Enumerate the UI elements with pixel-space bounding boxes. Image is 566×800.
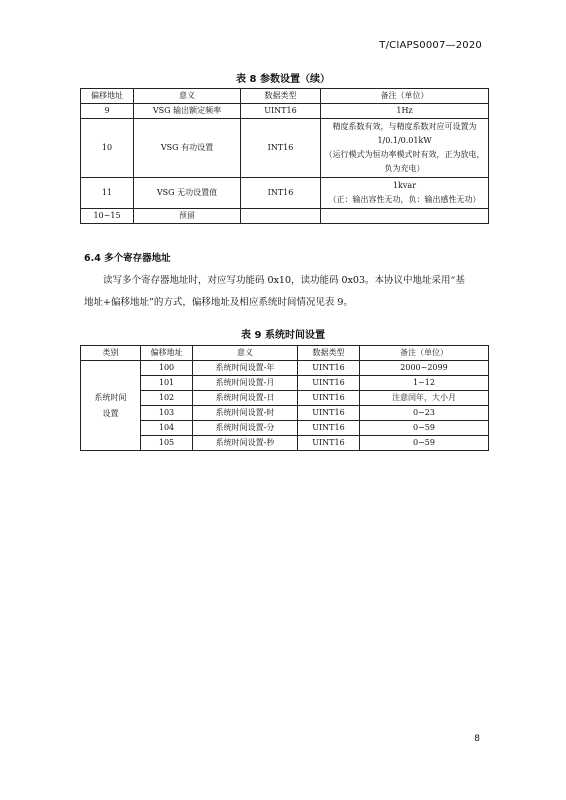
table8-cell-meaning: VSG 输出额定频率 bbox=[134, 104, 241, 119]
table9-header-row bbox=[81, 346, 489, 361]
table8-cell-type: INT16 bbox=[241, 119, 321, 178]
table-row bbox=[81, 104, 489, 119]
table9-cell-meaning: 系统时间设置-时 bbox=[193, 406, 298, 421]
table9-cell-offset: 104 bbox=[141, 421, 193, 436]
table8-header-row bbox=[81, 89, 489, 104]
table-row bbox=[81, 178, 489, 209]
table8-cell-offset: 11 bbox=[81, 178, 134, 209]
table-row bbox=[81, 361, 489, 376]
table8-cell-meaning: VSG 有功设置 bbox=[134, 119, 241, 178]
paragraph-line-1: 读写多个寄存器地址时，对应写功能码 0x10，读功能码 0x03。本协议中地址采用“基 bbox=[103, 275, 465, 286]
paragraph-line-2: 地址+偏移地址”的方式，偏移地址及相应系统时间情况见表 9。 bbox=[84, 297, 353, 308]
table8-header-remark: 备注（单位） bbox=[321, 89, 489, 104]
table9-cell-meaning: 系统时间设置-日 bbox=[193, 391, 298, 406]
table8-cell-meaning: 预留 bbox=[134, 209, 241, 224]
table8-cell-type: INT16 bbox=[241, 178, 321, 209]
table9-cell-remark: 0~23 bbox=[360, 406, 489, 421]
table9-cell-remark: 0~59 bbox=[360, 421, 489, 436]
table9-cell-meaning: 系统时间设置-分 bbox=[193, 421, 298, 436]
page-number: 8 bbox=[474, 734, 480, 744]
table9-cell-remark: 2000~2099 bbox=[360, 361, 489, 376]
table8-caption: 表 8 参数设置（续） bbox=[236, 74, 330, 85]
table9 bbox=[80, 345, 489, 451]
table8-cell-offset: 10~15 bbox=[81, 209, 134, 224]
table8 bbox=[80, 88, 489, 224]
table9-cell-type: UINT16 bbox=[298, 406, 360, 421]
table9-cell-remark: 1~12 bbox=[360, 376, 489, 391]
table8-cell-offset: 9 bbox=[81, 104, 134, 119]
section-heading: 6.4 多个寄存器地址 bbox=[84, 253, 171, 264]
table-row bbox=[81, 119, 489, 178]
table-row bbox=[81, 391, 489, 406]
table9-cell-type: UINT16 bbox=[298, 361, 360, 376]
table-row bbox=[81, 436, 489, 451]
table8-header-offset: 偏移地址 bbox=[81, 89, 134, 104]
table9-header-offset: 偏移地址 bbox=[141, 346, 193, 361]
table9-cell-offset: 103 bbox=[141, 406, 193, 421]
table9-cell-remark: 0~59 bbox=[360, 436, 489, 451]
table9-cell-type: UINT16 bbox=[298, 421, 360, 436]
table9-cell-offset: 101 bbox=[141, 376, 193, 391]
table9-cell-offset: 100 bbox=[141, 361, 193, 376]
table8-header-meaning: 意义 bbox=[134, 89, 241, 104]
table9-cell-remark: 注意闰年，大小月 bbox=[360, 391, 489, 406]
table8-cell-meaning: VSG 无功设置值 bbox=[134, 178, 241, 209]
table-row bbox=[81, 376, 489, 391]
remark-line: 1kvar bbox=[392, 181, 417, 190]
table8-header-type: 数据类型 bbox=[241, 89, 321, 104]
table9-cell-type: UINT16 bbox=[298, 436, 360, 451]
table8-cell-type: UINT16 bbox=[241, 104, 321, 119]
remark-line: （正：输出容性无功，负：输出感性无功） bbox=[328, 195, 481, 204]
remark-line: （运行模式为恒功率模式时有效，正为放电， bbox=[324, 150, 485, 159]
table8-cell-remark bbox=[321, 104, 489, 119]
table9-header-category: 类别 bbox=[81, 346, 141, 361]
table9-cell-type: UINT16 bbox=[298, 376, 360, 391]
table9-header-remark: 备注（单位） bbox=[360, 346, 489, 361]
table9-caption: 表 9 系统时间设置 bbox=[241, 330, 325, 341]
table9-header-meaning: 意义 bbox=[193, 346, 298, 361]
table9-cell-offset: 102 bbox=[141, 391, 193, 406]
table-row bbox=[81, 406, 489, 421]
remark-line: 负为充电） bbox=[384, 164, 425, 173]
table8-cell-type bbox=[241, 209, 321, 224]
table9-cell-type: UINT16 bbox=[298, 391, 360, 406]
table-row bbox=[81, 209, 489, 224]
table8-cell-offset: 10 bbox=[81, 119, 134, 178]
table8-cell-remark bbox=[321, 178, 489, 209]
table9-cell-meaning: 系统时间设置-年 bbox=[193, 361, 298, 376]
table9-cell-meaning: 系统时间设置-秒 bbox=[193, 436, 298, 451]
remark-line: 精度系数有效，与精度系数对应可设置为 bbox=[332, 122, 477, 131]
table9-cell-meaning: 系统时间设置-月 bbox=[193, 376, 298, 391]
table9-header-type: 数据类型 bbox=[298, 346, 360, 361]
table8-cell-remark bbox=[321, 209, 489, 224]
remark-line: 1Hz bbox=[396, 106, 413, 115]
table8-cell-remark bbox=[321, 119, 489, 178]
table9-category-cell: 系统时间设置 bbox=[81, 361, 141, 451]
document-code: T/CIAPS0007—2020 bbox=[379, 40, 482, 51]
table-row bbox=[81, 421, 489, 436]
table9-cell-offset: 105 bbox=[141, 436, 193, 451]
remark-line: 1/0.1/0.01kW bbox=[377, 136, 432, 145]
